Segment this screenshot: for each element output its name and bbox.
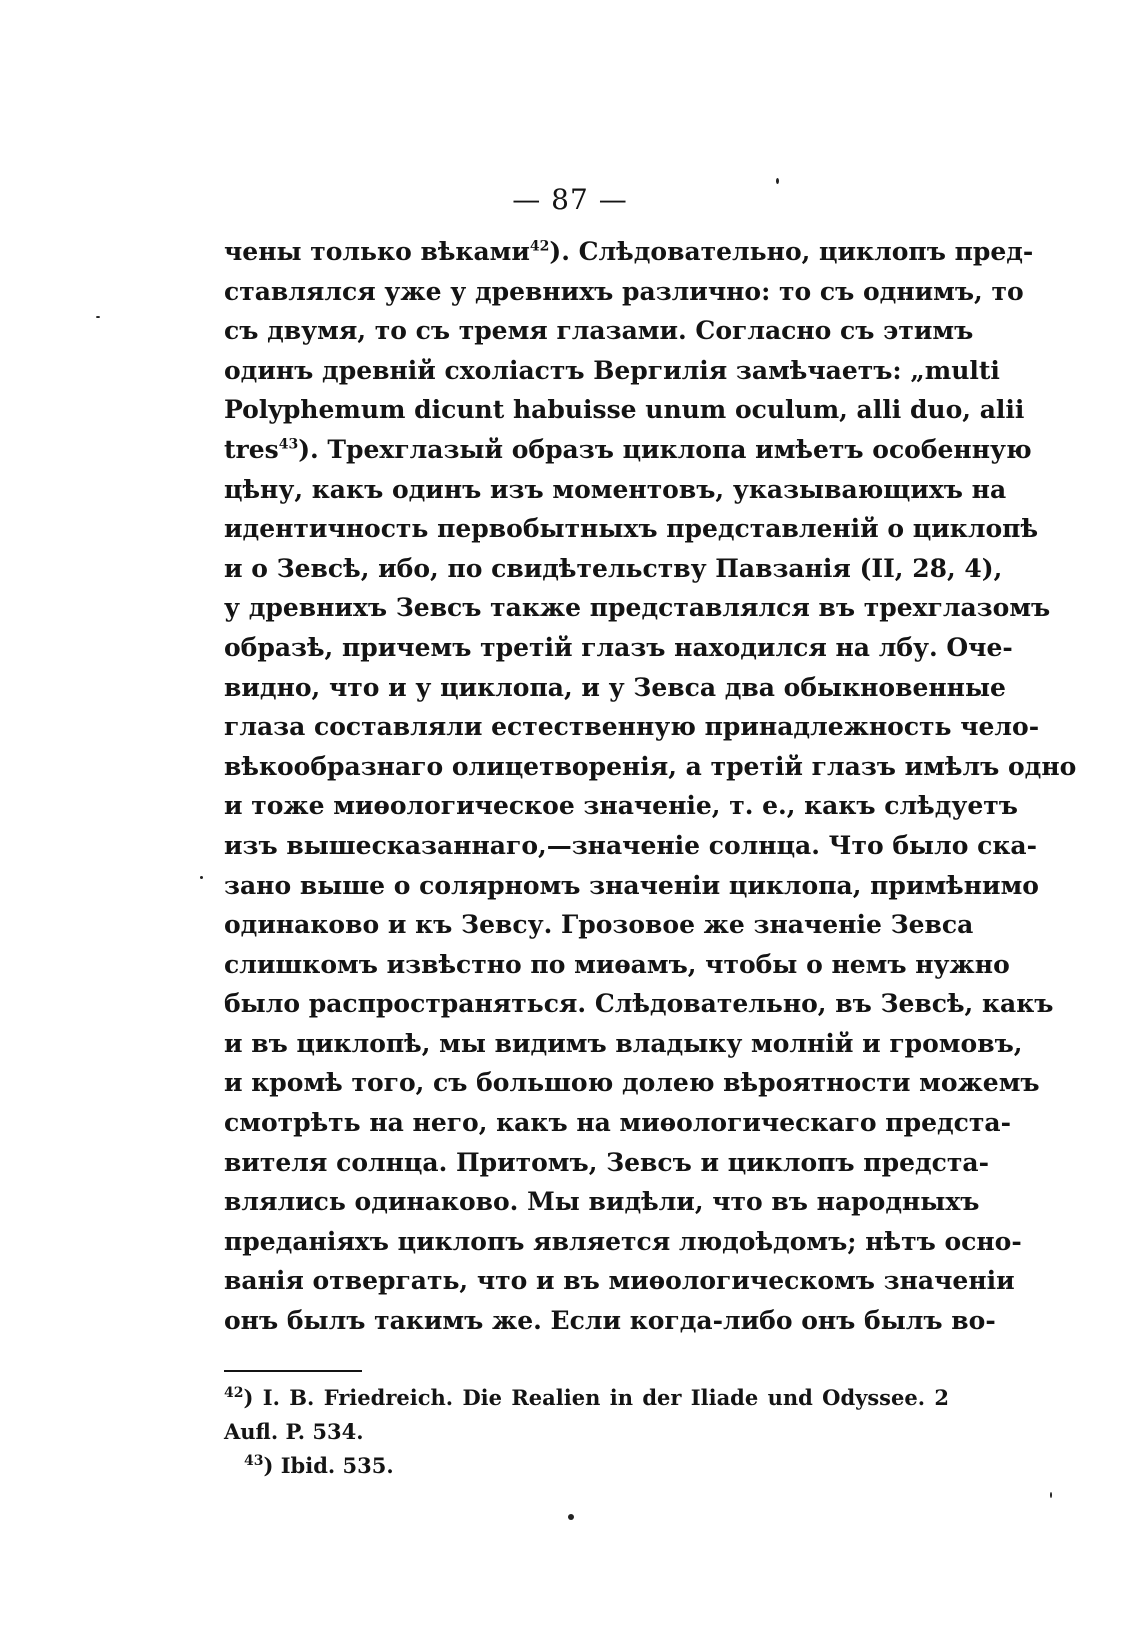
text-line: идентичность первобытныхъ представленій о циклопѣ — [224, 514, 1039, 544]
text-line: изъ вышесказаннаго,—значеніе солнца. Что было ска- — [224, 830, 1037, 860]
scan-speck — [96, 316, 100, 318]
footnote-ref: 43 — [278, 436, 299, 453]
text-line: одинъ древній схоліастъ Вергилія замѣчаетъ: „multi — [224, 355, 1000, 385]
text-line: вѣкообразнаго олицетворенія, а третій глазъ имѣлъ одно — [224, 751, 1077, 781]
text-line: ванія отвергать, что и въ миѳологическомъ значеніи — [224, 1266, 1015, 1296]
text-line: одинаково и къ Зевсу. Грозовое же значеніе Зевса — [224, 910, 974, 940]
text-line: зано выше о солярномъ значеніи циклопа, примѣнимо — [224, 870, 1039, 900]
text-line: чены только вѣками$^{42}$). Слѣдовательно, циклопъ пред- — [224, 237, 1034, 266]
footnotes — [224, 1381, 949, 1483]
footnote-42: $^{42}$) I. B. Friedreich. Die Realien in der Iliade und Odyssee. 2 — [224, 1385, 949, 1410]
text-line: смотрѣть на него, какъ на миѳологическаго предста- — [224, 1108, 1011, 1138]
footnote-marker: 42 — [224, 1385, 244, 1401]
text-line: и о Зевсѣ, ибо, по свидѣтельству Павзанія (II, 28, 4), — [224, 553, 1003, 583]
text-line: вителя солнца. Притомъ, Зевсъ и циклопъ предста- — [224, 1147, 989, 1177]
text-line: и въ циклопѣ, мы видимъ владыку молній и громовъ, — [224, 1028, 1023, 1058]
text-line: у древнихъ Зевсъ также представлялся въ трехглазомъ — [224, 593, 1051, 623]
text-line: влялись одинаково. Мы видѣли, что въ народныхъ — [224, 1187, 980, 1217]
page-number: — 87 — — [512, 183, 628, 216]
text-line: цѣну, какъ одинъ изъ моментовъ, указывающихъ на — [224, 474, 1007, 504]
text-line: Polyphemum dicunt habuisse unum oculum, alli duo, alii — [224, 395, 1025, 425]
text-line: и тоже миѳологическое значеніе, т. е., какъ слѣдуетъ — [224, 791, 1018, 821]
footnote-42-continued: Aufl. P. 534. — [224, 1419, 364, 1444]
text-line: и кромѣ того, съ большою долею вѣроятности можемъ — [224, 1068, 1040, 1098]
scan-speck — [1050, 1492, 1052, 1498]
scan-speck — [568, 1514, 574, 1520]
scan-speck — [200, 876, 203, 879]
text-line: ставлялся уже у древнихъ различно: то съ однимъ, то — [224, 276, 1024, 306]
footnote-marker: 43 — [244, 1453, 264, 1469]
text-line: съ двумя, то съ тремя глазами. Согласно съ этимъ — [224, 316, 974, 346]
text-line: преданіяхъ циклопъ является людоѣдомъ; нѣтъ осно- — [224, 1226, 1022, 1256]
footnote-divider — [224, 1370, 362, 1372]
scan-speck — [776, 178, 779, 184]
text-line: глаза составляли естественную принадлежность чело- — [224, 712, 1040, 742]
text-line: видно, что и у циклопа, и у Зевса два обыкновенные — [224, 672, 1006, 702]
text-line: онъ былъ такимъ же. Если когда-либо онъ былъ во- — [224, 1306, 996, 1336]
footnote-ref: 42 — [529, 238, 550, 255]
text-line: образѣ, причемъ третій глазъ находился на лбу. Оче- — [224, 632, 1013, 662]
footnote-43: $^{43}$) Ibid. 535. — [244, 1453, 394, 1478]
body-text — [224, 232, 1077, 1341]
text-line: tres$^{43}$). Трехглазый образъ циклопа имѣетъ особенную — [224, 434, 1032, 464]
text-line: слишкомъ извѣстно по миѳамъ, чтобы о немъ нужно — [224, 949, 1010, 979]
text-line: было распространяться. Слѣдовательно, въ Зевсѣ, какъ — [224, 989, 1054, 1019]
